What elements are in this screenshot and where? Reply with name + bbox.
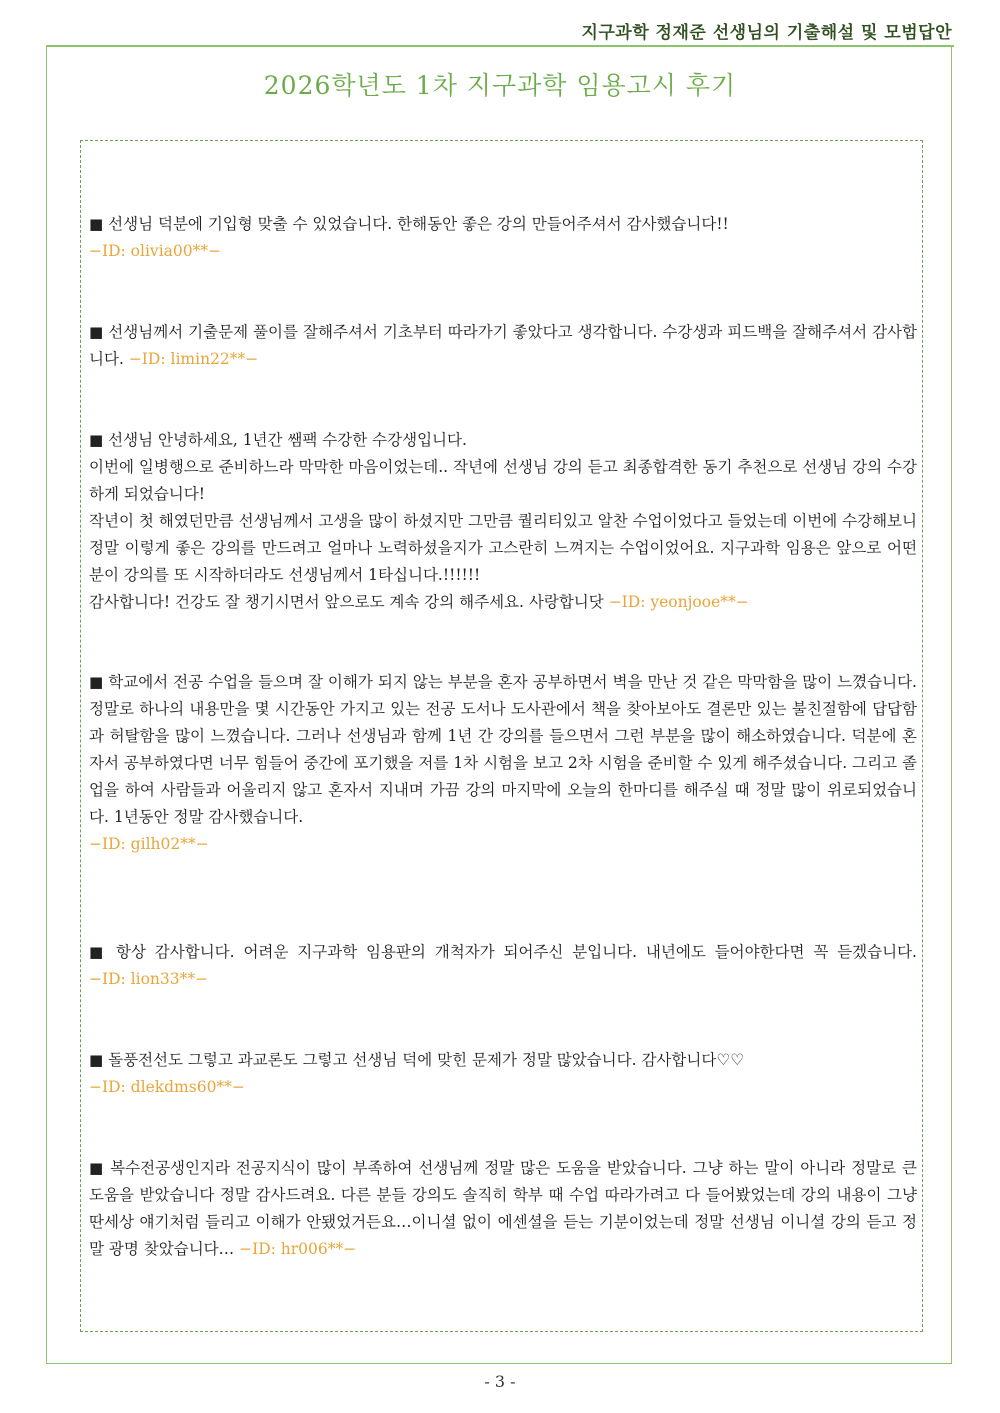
bullet-icon: ■	[89, 215, 104, 233]
bullet-icon: ■	[89, 323, 104, 341]
review-item	[89, 319, 917, 373]
review-id: −ID: gilh02**−	[89, 835, 209, 853]
review-text: 학교에서 전공 수업을 들으며 잘 이해가 되지 않는 부분을 혼자 공부하면서 벽을 만난 것 같은 막막함을 많이 느꼈습니다. 정말로 하나의 내용만을 몇 시간동안 가지고 있는 전공 도서나 도사관에서 책을 찾아보아도 결론만 있는 불친절함에 답답함과 허탈함을 많이 느꼈습니다. 그러나 선생님과 함께 1년 간 강의를 들으면서 그런 부분을 많이 해소하였습니다. 덕분에 혼자서 공부하였다면 너무 힘들어 중간에 포기했을 저를 1차 시험을 보고 2차 시험을 준비할 수 있게 해주셨습니다. 그리고 졸업을 하여 사람들과 어울리지 않고 혼자서 지내며 가끔 강의 마지막에 오늘의 한마디를 해주실 때 정말 많이 위로되었습니다. 1년동안 정말 감사했습니다.	[89, 673, 917, 826]
page-number: - 3 -	[484, 1372, 516, 1391]
review-text: 복수전공생인지라 전공지식이 많이 부족하여 선생님께 정말 많은 도움을 받았습니다. 그냥 하는 말이 아니라 정말로 큰 도움을 받았습니다 정말 감사드려요. 다른 분들 강의도 솔직히 학부 때 수업 따라가려고 다 들어봤었는데 강의 내용이 그냥 딴세상 얘기처럼 들리고 이해가 안됐었거든요…이니셜 없이 에센셜을 듣는 기분이었는데 정말 선생님 이니셜 강의 듣고 정말 광명 찾았습니다…	[89, 1159, 917, 1258]
bullet-icon: ■	[89, 1051, 104, 1069]
review-item	[89, 939, 917, 993]
review-item	[89, 1155, 917, 1263]
review-id: −ID: olivia00**−	[89, 242, 222, 260]
review-item	[89, 427, 917, 616]
review-id: −ID: dlekdms60**−	[89, 1078, 245, 1096]
bullet-icon: ■	[89, 673, 104, 691]
review-id: −ID: limin22**−	[128, 350, 259, 368]
review-item	[89, 1047, 917, 1101]
review-id: −ID: lion33**−	[89, 970, 209, 988]
review-item	[89, 669, 917, 858]
review-text: 선생님께서 기출문제 풀이를 잘해주셔서 기초부터 따라가기 좋았다고 생각합니다. 수강생과 피드백을 잘해주셔서 감사합니다.	[89, 323, 917, 368]
review-text: 돌풍전선도 그렇고 과교론도 그렇고 선생님 덕에 맞힌 문제가 정말 많았습니다. 감사합니다♡♡	[108, 1051, 745, 1069]
review-id: −ID: hr006**−	[239, 1240, 357, 1258]
reviews-box	[80, 140, 923, 1332]
bullet-icon: ■	[89, 431, 104, 449]
review-id: −ID: yeonjooe**−	[608, 593, 749, 611]
review-text: 선생님 덕분에 기입형 맞출 수 있었습니다. 한해동안 좋은 강의 만들어주셔서 감사했습니다!!	[108, 215, 729, 233]
running-header: 지구과학 정재준 선생님의 기출해설 및 모범답안	[581, 23, 952, 43]
review-item	[89, 211, 917, 265]
review-text: 선생님 안녕하세요, 1년간 쌤팩 수강한 수강생입니다. 이번에 일병행으로 준비하느라 막막한 마음이었는데.. 작년에 선생님 강의 듣고 최종합격한 동기 추천으로 선생님 강의 수강하게 되었습니다! 작년이 첫 해였던만큼 선생님께서 고생을 많이 하셨지만 그만큼 퀄리티있고 알찬 수업이었다고 들었는데 이번에 수강해보니 정말 이렇게 좋은 강의를 만드려고 얼마나 노력하셨을지가 고스란히 느껴지는 수업이었어요. 지구과학 임용은 앞으로 어떤 분이 강의를 또 시작하더라도 선생님께서 1타십니다.!!!!!! 감사합니다! 건강도 잘 챙기시면서 앞으로도 계속 강의 해주세요. 사랑합니닷	[89, 431, 917, 611]
bullet-icon: ■	[89, 943, 108, 961]
bullet-icon: ■	[89, 1159, 105, 1177]
page-title: 2026학년도 1차 지구과학 임용고시 후기	[263, 71, 737, 100]
review-text: 항상 감사합니다. 어려운 지구과학 임용판의 개척자가 되어주신 분입니다. 내년에도 들어야한다면 꼭 듣겠습니다.	[115, 943, 917, 961]
